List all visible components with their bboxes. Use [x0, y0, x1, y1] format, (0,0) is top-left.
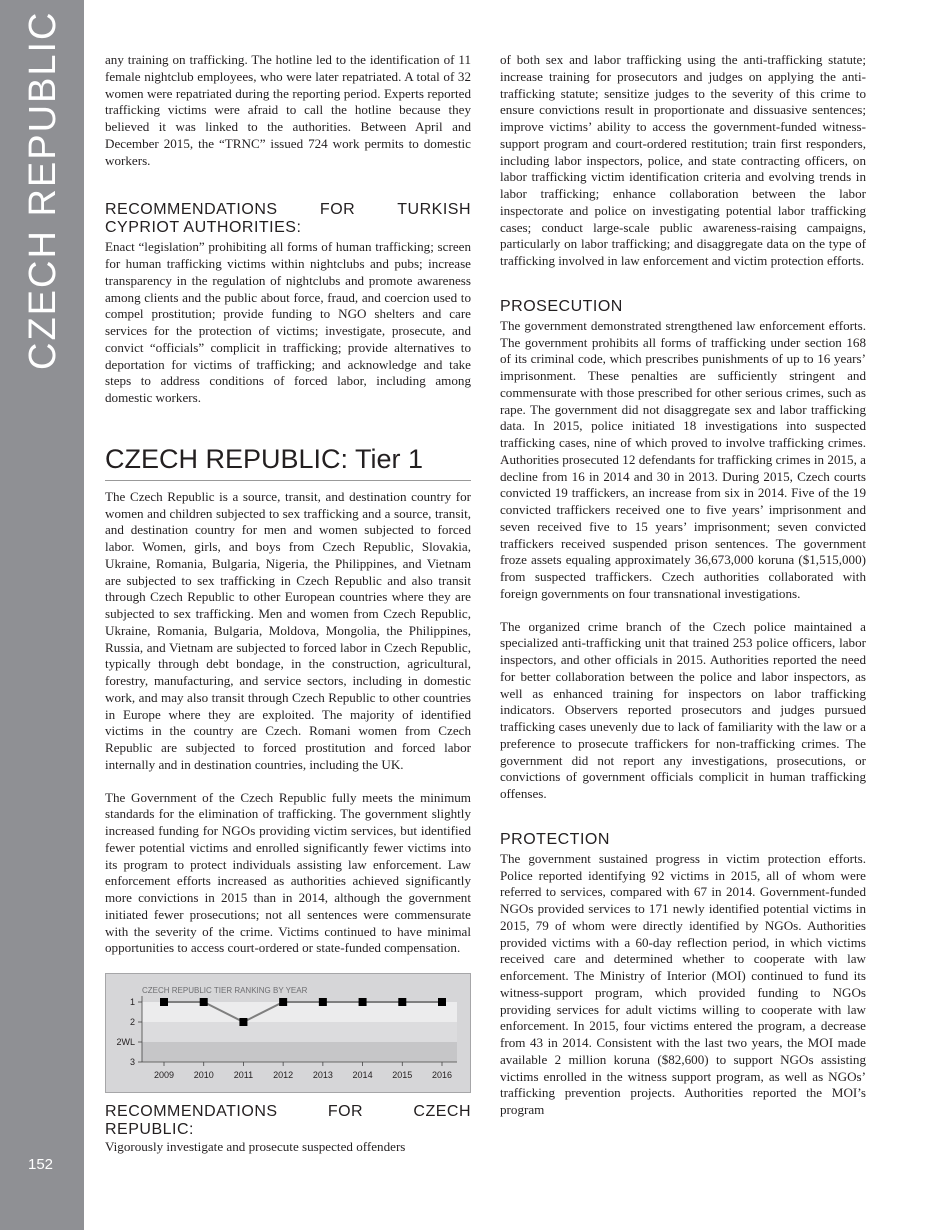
y-tick-label: 2WL — [116, 1037, 135, 1047]
paragraph-recommendations-continued: of both sex and labor trafficking using the anti-trafficking statute; increase training for prosecutors and judges on applying the anti-trafficking statute; sensitize judges to the severity of this crime to ensure convictions result in proportionate and dissuasive sentences; improve victims’ ability to access the government-funded witness-support program and court-ordered restitution; train first responders, including labor inspectors, police, and state contracting officers, on labor trafficking victim identification criteria and evolving trends in labor trafficking; enhance collaboration between the labor inspectorate and police on investigating potential labor trafficking cases; conduct large-scale public awareness-raising campaigns, particularly on labor trafficking; and disaggregate data on the type of trafficking involved in law enforcement and victim protection efforts. — [500, 52, 866, 268]
sidebar-title — [20, 10, 70, 690]
tier-ranking-chart — [105, 973, 471, 1093]
x-tick-label: 2012 — [273, 1070, 294, 1080]
paragraph-czech-recommendations: Vigorously investigate and prosecute suspected offenders — [105, 1139, 406, 1154]
paragraph-prosecution-2: The organized crime branch of the Czech police maintained a specialized anti-trafficking unit that trained 253 police officers, labor inspectors, and other officials in 2015. Authorities reported the need for better collaboration between the police and labor inspectors, as well as enhanced training for inspectors on labor trafficking indicators. Observers reported prosecutors and judges pursued trafficking cases unevenly due to lack of familiarity with the law or a preference to prosecute traffickers for non-trafficking crimes. The government did not report any investigations, prosecutions, or convictions of government officials complicit in human trafficking offenses. — [500, 618, 866, 801]
tier-band-1 — [142, 1002, 457, 1022]
paragraph-hotline: any training on trafficking. The hotline led to the identification of 11 female nightclub employees, who were later repatriated. A total of 32 women were repatriated during the reporting period. Experts reported trafficking victims were afraid to call the hotline because they believed it was linked to the authorities. Between April and December 2015, the “TRNC” issued 724 work permits to domestic workers. — [105, 52, 471, 168]
tier-band-2 — [142, 1022, 457, 1042]
chart-title: CZECH REPUBLIC TIER RANKING BY YEAR — [142, 986, 308, 995]
y-tick-label: 1 — [129, 997, 135, 1007]
sidebar-title-text: CZECH REPUBLIC — [22, 10, 64, 370]
paragraph-prosecution-1: The government demonstrated strengthened law enforcement efforts. The government prohibits all forms of trafficking under section 168 of its criminal code, which prescribes punishments of up to 16 years’ imprisonment. These penalties are sufficiently stringent and commensurate with those prescribed for other serious crimes, such as rape. The government did not disaggregate sex and labor trafficking data. In 2015, police initiated 18 investigations into suspected trafficking cases, nine of which proved to involve trafficking crimes. Authorities prosecuted 12 defendants for trafficking crimes in 2015, a decline from 16 in 2014 and 30 in 2013. During 2015, Czech courts convicted 19 traffickers, an increase from six in 2014. Five of the 19 convicted traffickers received one to five years’ imprisonment and seven received five to 15 years’ imprisonment; seven convicted traffickers received suspended prison sentences. The government froze assets equaling approximately 36,673,000 koruna ($1,515,000) from suspected traffickers. Czech authorities collaborated with foreign governments on four transnational investigations. — [500, 317, 866, 601]
x-tick-label: 2015 — [392, 1070, 413, 1080]
left-column — [105, 52, 471, 1172]
paragraph-protection-1: The government sustained progress in victim protection efforts. Police reported identifying 92 victims in 2015, all of whom were referred to services, compared with 67 in 2014. Government-funded NGOs provided services to 171 newly identified potential victims in 2015, 79 of whom were directly identified by NGOs. Authorities provided victims with a 60-day reflection period, in which victims received care and determined whether to cooperate with law enforcement. The Ministry of Interior (MOI) continued to fund its witness-support program, which provided funding to NGOs providing services for adult victims willing to cooperate with law enforcement. In 2015, four victims entered the program, a decrease from 43 in 2014. Consistent with the last two years, the MOI made available 2 million koruna ($82,600) to support NGOs assisting victims enrolled in the witness support program, as well as NGOs’ trafficking prevention projects. Authorities reported the MOI’s program — [500, 850, 866, 1117]
tier-ranking-chart-svg — [106, 974, 472, 1094]
country-title: CZECH REPUBLIC: Tier 1 — [105, 443, 471, 481]
x-tick-label: 2014 — [352, 1070, 373, 1080]
page-number: 152 — [28, 1156, 54, 1173]
tier-marker — [160, 998, 168, 1006]
y-tick-label: 2 — [129, 1017, 135, 1027]
tier-marker — [239, 1018, 247, 1026]
x-tick-label: 2013 — [312, 1070, 333, 1080]
tier-marker — [359, 998, 367, 1006]
heading-prosecution: PROSECUTION — [500, 297, 623, 315]
tier-marker — [279, 998, 287, 1006]
paragraph-czech-overview: The Czech Republic is a source, transit, and destination country for women and children subjected to sex trafficking and a source, transit, and destination country for men and women subjected to forced labor. Women, girls, and boys from Czech Republic, Slovakia, Ukraine, Romania, Bulgaria, Nigeria, the Philippines, and Vietnam are subjected to sex trafficking in Czech Republic and also transit through Czech Republic to other European countries where they are subjected to sex trafficking. Men and women from Czech Republic, Ukraine, Romania, Bulgaria, Moldova, Mongolia, the Philippines, Russia, and Vietnam are subjected to forced labor in Czech Republic, typically through debt bondage, in the construction, agricultural, forestry, manufacturing, and service sectors, including in domestic work, and may also transit through Czech Republic to other countries in Europe where they are exploited. The majority of identified victims in the country are Czech. Romani women from Czech Republic are subjected to forced prostitution and forced labor internally and in destination countries, including the UK. — [105, 488, 471, 772]
y-tick-label: 3 — [129, 1057, 135, 1067]
x-tick-label: 2011 — [233, 1070, 254, 1080]
heading-turkish-recommendations: RECOMMENDATIONS FOR TURKISH CYPRIOT AUTHORITIES: — [105, 201, 471, 237]
x-tick-label: 2016 — [431, 1070, 453, 1080]
x-tick-label: 2009 — [153, 1070, 175, 1080]
tier-marker — [319, 998, 327, 1006]
right-column — [500, 52, 866, 1135]
tier-marker — [200, 998, 208, 1006]
tier-marker — [398, 998, 406, 1006]
paragraph-czech-government: The Government of the Czech Republic fully meets the minimum standards for the elimination of trafficking. The government slightly increased funding for NGOs providing victim services, but identified fewer potential victims and enrolled significantly fewer victims into its program to protect individuals assisting law enforcement. Law enforcement efforts increased as authorities achieved significantly more convictions in 2015 than in 2014, although the government initiated fewer prosecutions; not all sentences were commensurate with the severity of the crime. Victims continued to have minimal opportunities to access court-ordered or state-funded compensation. — [105, 789, 471, 956]
heading-protection: PROTECTION — [500, 830, 610, 848]
tier-band-2wl — [142, 1042, 457, 1062]
paragraph-turkish-recommendations: Enact “legislation” prohibiting all forms of human trafficking; screen for human trafficking victims within nightclubs and pubs; increase transparency in the regulation of nightclubs and promote awareness among clients and the public about force, fraud, and coercion used to compel prostitution; provide funding to NGO shelters and care services for the protection of victims; investigate, prosecute, and convict “officials” complicit in trafficking; provide alternatives to deportation for victims of trafficking; and acknowledge and take steps to address conditions of forced labor, including among domestic workers. — [105, 239, 471, 405]
x-tick-label: 2010 — [193, 1070, 214, 1080]
tier-marker — [438, 998, 446, 1006]
sidebar — [0, 0, 84, 1230]
heading-czech-recommendations: RECOMMENDATIONS FOR CZECH REPUBLIC: — [105, 1103, 471, 1138]
